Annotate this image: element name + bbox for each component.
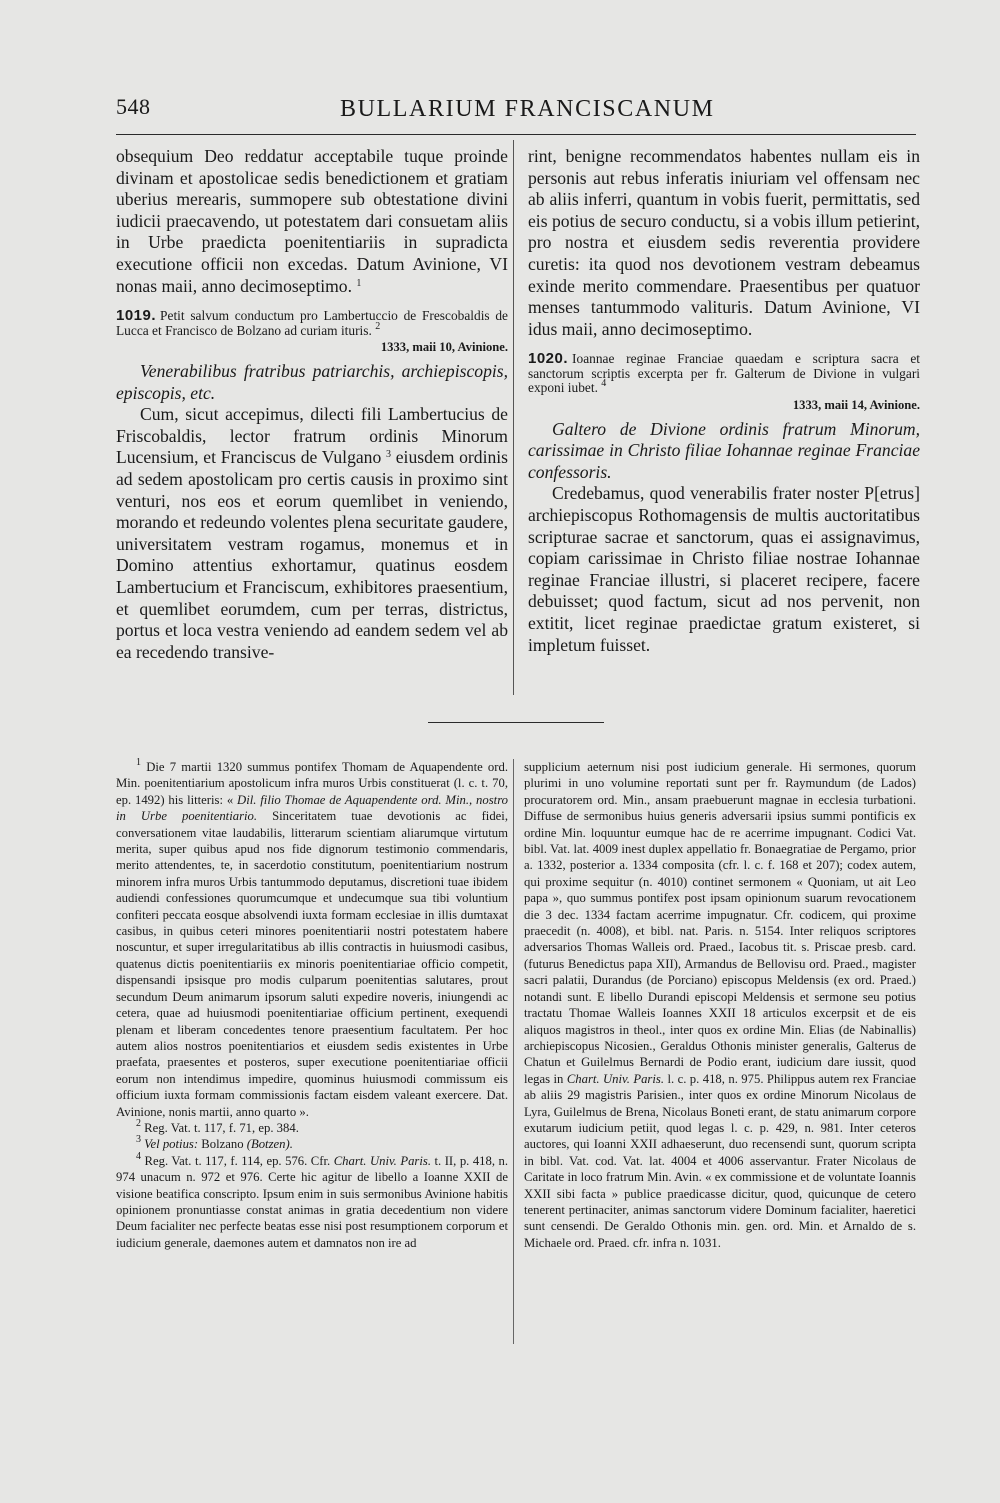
note-ref: 1	[356, 277, 362, 289]
continuation-text: rint, benigne recommendatos habentes nullam eis in personis aut rebus inferatis iniuriam vel offensam nec ab aliis inferri, quantum in vobis fuerit, permittatis, sed eis potius de securo conductu, si a vobis illum petierint, pro nostra et eiusdem sedis reverentia providere curetis: ita quod nos devotionem vestram debeamus exinde merito commendare. Praesentibus per quatuor menses tantummodo valituris. Datum Avinione, VI idus maii, anno decimoseptimo.	[528, 146, 920, 339]
footnote-divider	[513, 759, 514, 1344]
right-column	[528, 146, 920, 656]
footnote: $^2$ Reg. Vat. t. 117, f. 71, ep. 384.	[136, 1117, 299, 1135]
entry-body: Cum, sicut accepimus, dilecti fili Lambertucius de Friscobaldis, lector fratrum ordinis Minorum Lucensium, et Franciscus de Vulgano $^3$ eiusdem ordinis ad sedem apostolicam pro certis causis in proximo sint venturi, nos eos et eorum quemlibet in veniendo, morando et redeundo volentes plena securitate gaudere, universitatem vestram rogamus, monemus et in Domino attentius exhortamur, quatinus eosdem Lambertucium et Franciscum, exhibitores praesentium, et quemlibet eorumdem, cum per terras, districtus, portus et loca vestra veniendo ad eandem sedem vel ab ea recedendo transive-	[116, 404, 508, 662]
entry-summary: 1019. Petit salvum conductum pro Lambertuccio de Frescobaldis de Lucca et Francisco de Bolzano ad curiam ituris. $^2$	[116, 307, 508, 338]
footnotes-left	[116, 759, 508, 1251]
column-divider	[513, 140, 514, 695]
entry-summary: 1020. Ioannae reginae Franciae quaedam e scriptura sacra et sanctorum scriptis excerpta per fr. Galterum de Divione in vulgari exponi iubet. $^4$	[528, 350, 920, 396]
address: Galtero de Divione ordinis fratrum Minorum, carissimae in Christo filiae Iohannae reginae Franciae confessoris.	[528, 418, 920, 482]
footnote: $^3$ Vel potius: Bolzano (Botzen).	[136, 1134, 293, 1152]
footnotes-right	[524, 759, 916, 1251]
continuation-text: obsequium Deo reddatur acceptabile tuque proinde divinam et apostolicae sedis benedictionem et gratiam uberius merearis, summopere sub obtestatione divini iudicii praecavendo, ut potestatem dari consuetam aliis in Urbe praedicta poenitentiariis in supradicta executione officii non excedas. Datum Avinione, VI nonas maii, anno decimoseptimo. $^1$	[116, 146, 508, 296]
running-head: BULLARIUM FRANCISCANUM	[340, 96, 715, 122]
entry-date: 1333, maii 14, Avinione.	[792, 397, 920, 412]
page-number: 548	[116, 94, 151, 119]
note-ref: 4	[601, 378, 607, 390]
footnote-continued: supplicium aeternum nisi post iudicium generale. Hi sermones, quorum plurimi in uno volumine reportati sunt per fr. Raymundum (de Lados) procuratorem ord. Min., ansam praebuerunt magnae in ecclesia turbationi. Diffuse de sermonibus huius generis adversarii ipsius summi pontificis ex ordine Min. loquuntur eumque hac de re acerrime impugnant. Codici Vat. bibl. Vat. lat. 4009 inest duplex appellatio fr. Bonaegratiae de Pergamo, prior a. 1332, posterior a. 1334 composita (cfr. l. c. f. 168 et 207); codex autem, qui proxime sequitur (n. 4010) continet sermonem « Quoniam, ut ait Leo papa », quo summus pontifex post ipsam opinionum suarum revocationem die 3 dec. 1334 factam acerrime impugnatur. Cfr. codicem, qui proxime praecedit (n. 4008), et bibl. nat. Paris. n. 5154. Inter reliquos scriptores adversarios Thomas Walleis ord. Praed., Iacobus tit. s. Priscae presb. card. (futurus Benedictus papa XII), Armandus de Bellovisu ord. Praed., magister sacri palatii, Durandus (de Porciano) episcopus Meldensis (ex ord. Praed.) notandi sunt. E libello Durandi episcopi Meldensis et sermone seu potius tractatu Thomae Walleis Ioannes XXII 18 articulos excerpsit et de eis aliquos magistros in theol., inter quos ex ordine Min. Elias (de Nabinallis) archiepiscopus Nicosien., Geraldus Othonis minister generalis, Galterus de Chatun et Guilelmus Bernardi de Podio erant, iudicium dare iussit, quod legas in Chart. Univ. Paris. l. c. p. 418, n. 975. Philippus autem rex Franciae ab aliis 29 magistris Parisien., inter quos ex ordine Minorum Nicolaus de Lyra, Guilelmus de Brena, Nicolaus Boneti erant, de statu animarum corpore exutarum iudicium petiit, quod legas l. c. p. 429, n. 981. Inter ceteros auctores, qui Ioanni XXII adhaeserunt, duo recensendi sunt, quorum scripta in bibl. Vat. cod. Vat. lat. 4004 et 4006 asservantur. Frater Nicolaus de Caritate in loco fratrum Min. Avin. « ex commissione et de voluntate Ioannis XXII sibi facta » publice praedicasse dicitur, quod, quicunque de cetero tenerent pertinaciter, animas sanctorum videre Dominum facialiter, haeretici sunt censendi. De Geraldo Othonis min. gen. ord. Min. et Arnaldo de s. Michaele ord. Praed. cfr. infra n. 1031.	[524, 760, 917, 1250]
address: Venerabilibus fratribus patriarchis, archiepiscopis, episcopis, etc.	[116, 360, 508, 403]
entry-body: Credebamus, quod venerabilis frater noster P[etrus] archiepiscopus Rothomagensis de multis auctoritatibus scripturae sacrae et sanctorum, quas ei assignavimus, copiam carissimae in Christo filiae nostrae Iohannae reginae Franciae illustri, si placeret recipere, facere debuisset; quod factum, sicut ad nos pervenit, non extitit, licet reginae praedictae gratum existeret, si impletum fuisset.	[528, 483, 920, 655]
note-ref: 3	[386, 449, 392, 461]
footnote-rule	[428, 722, 604, 723]
header-rule	[116, 134, 916, 135]
left-column	[116, 146, 508, 663]
entry-number: 1019.	[116, 307, 157, 325]
entry-date: 1333, maii 10, Avinione.	[380, 339, 508, 354]
footnote: $^4$ Reg. Vat. t. 117, f. 114, ep. 576. Cfr. Chart. Univ. Paris. t. II, p. 418, n. 974 unacum n. 972 et 976. Certe hic agitur de libello a Ioanne XXII de visione beatifica conscripto. Ipsum enim in suis sermonibus Avinione habitis opinionem pronuntiasse constat animas in gratia decedentium non videre Deum facialiter nec perfecte beatas esse nisi post resumptionem corporum et iudicium generale, daemones autem et damnatos non ire ad	[116, 1150, 509, 1250]
entry-number: 1020.	[528, 350, 569, 368]
footnote: $^1$ Die 7 martii 1320 summus pontifex Thomam de Aquapendente ord. Min. poenitentiarium apostolicum infra muros Urbis constituerat (l. c. t. 70, ep. 1492) his litteris: « Dil. filio Thomae de Aquapendente ord. Min., nostro in Urbe poenitentiario. Sinceritatem tuae devotionis ac fidei, conversationem vitae laudabilis, litterarum scientiam aliarumque virtutum merita, super quibus apud nos fide dignorum testimonio commendaris, merito attendentes, te, in sacerdotio constitutum, poenitentiarium nostrum minorem infra muros Urbis tantummodo deputamus, discretioni tuae ibidem audiendi confessiones quorumcumque et undecumque sua tibi voluntium confiteri peccata eosque absolvendi iuxta formam ecclesiae in illis dumtaxat casibus, in quibus ceteri minores poenitentiarii nostri potestatem habere noscuntur, et super irregularitatibus ab illis contractis in huiusmodi casibus, quatenus dictis poenitentiariis ex minoris poenitentiariae officio competit, dispensandi ipsisque pro modis culparum poenitentias salutares, prout secundum Deum animarum ipsorum saluti expedire noveris, iniungendi ac cetera, quae ad huiusmodi poenitentiariae officium pertinent, exequendi plenam et liberam concedentes tenore praesentium facultatem. Per hoc autem alios nostros poenitentiarios et eiusdem sedis existentes in Urbe praefata, praesentes et posteros, super executione poenitentiariae officii eorum non intendimus impedire, quominus huiusmodi commissum eis officium iuxta formam commissionis factam eisdem valeant exercere. Dat. Avinione, nonis martii, anno quarto ».	[116, 757, 509, 1119]
note-ref: 2	[375, 320, 381, 332]
